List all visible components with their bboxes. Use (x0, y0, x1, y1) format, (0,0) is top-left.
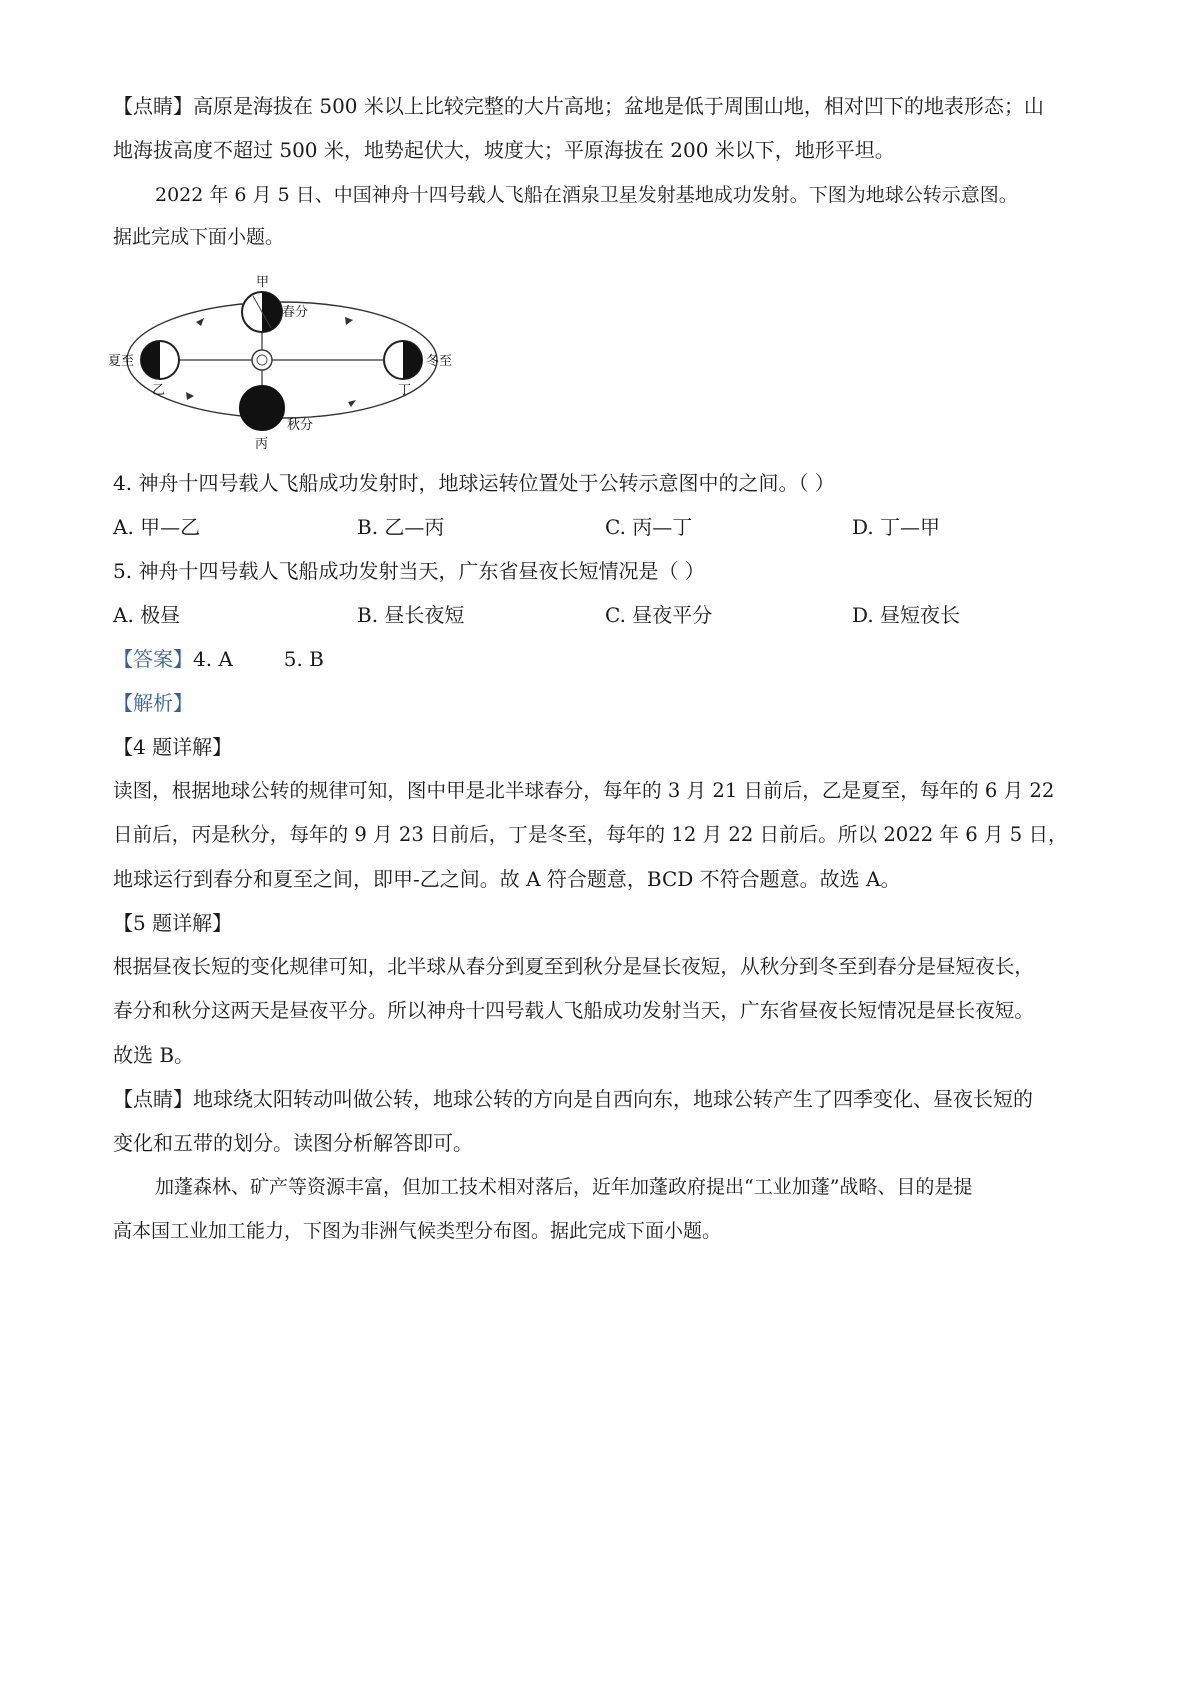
question-4-stem: 4. 神舟十四号载人飞船成功发射时，地球运转位置处于公转示意图中的之间。（ ） (113, 471, 835, 495)
question-5-option-a: A. 极昼 (113, 603, 181, 627)
detail-5-line-2: 春分和秋分这两天是昼夜平分。所以神舟十四号载人飞船成功发射当天，广东省昼夜长短情况是昼长夜短。 (113, 999, 1034, 1022)
detail-5-label: 【5 题详解】 (113, 911, 233, 935)
detail-5-line-1: 根据昼夜长短的变化规律可知，北半球从春分到夏至到秋分是昼长夜短，从秋分到冬至到春分是昼短夜长， (113, 955, 1034, 978)
label-bing: 丙 (255, 437, 269, 452)
detail-4-line-2: 日前后，丙是秋分，每年的 9 月 23 日前后，丁是冬至，每年的 12 月 22 日前后。所以 2022 年 6 月 5 日， (113, 823, 1068, 846)
intro-paragraph-line-1: 2022 年 6 月 5 日、中国神舟十四号载人飞船在酒泉卫星发射基地成功发射。下图为地球公转示意图。 (155, 184, 1018, 206)
question-5-stem: 5. 神舟十四号载人飞船成功发射当天，广东省昼夜长短情况是（ ） (113, 559, 705, 583)
detail-4-line-3: 地球运行到春分和夏至之间，即甲-乙之间。故 A 符合题意，BCD 不符合题意。故选 A。 (113, 867, 901, 891)
question-5-option-b: B. 昼长夜短 (357, 603, 465, 627)
label-spring: 春分 (282, 305, 309, 320)
question-4-option-d: D. 丁—甲 (852, 515, 941, 539)
answer-line (113, 644, 1103, 674)
detail-4-label: 【4 题详解】 (113, 735, 233, 759)
label-yi: 乙 (152, 383, 166, 398)
question-4-option-b: B. 乙—丙 (357, 515, 445, 539)
label-ding: 丁 (398, 383, 412, 398)
question-5-option-c: C. 昼夜平分 (605, 603, 713, 627)
sun-icon (252, 350, 272, 370)
note-2-line-1: 【点睛】地球绕太阳转动叫做公转，地球公转的方向是自西向东，地球公转产生了四季变化、昼夜长短的 (113, 1087, 1033, 1111)
answer-label: 【答案】 (113, 647, 193, 671)
label-jia: 甲 (256, 275, 270, 290)
intro-2-line-1: 加蓬森林、矿产等资源丰富，但加工技术相对落后，近年加蓬政府提出“工业加蓬”战略、目的是提 (155, 1176, 973, 1198)
detail-5-line-3: 故选 B。 (113, 1043, 195, 1067)
earth-revolution-diagram (108, 275, 455, 470)
note-2-line-2: 变化和五带的划分。读图分析解答即可。 (113, 1131, 473, 1155)
note-paragraph-line-1: 【点睛】高原是海拔在 500 米以上比较完整的大片高地；盆地是低于周围山地，相对凹下的地表形态；山 (113, 94, 1044, 118)
answer-text: 4. A 5. B (193, 647, 324, 671)
intro-2-line-2: 高本国工业加工能力，下图为非洲气候类型分布图。据此完成下面小题。 (113, 1220, 722, 1242)
label-summer: 夏至 (108, 354, 135, 369)
detail-4-line-1: 读图，根据地球公转的规律可知，图中甲是北半球春分，每年的 3 月 21 日前后，乙是夏至，每年的 6 月 22 (113, 779, 1055, 802)
question-5-option-d: D. 昼短夜长 (852, 603, 961, 627)
question-4-option-c: C. 丙—丁 (605, 515, 693, 539)
analysis-label: 【解析】 (113, 691, 193, 715)
label-autumn: 秋分 (287, 418, 314, 433)
note-paragraph-line-2: 地海拔高度不超过 500 米，地势起伏大，坡度大；平原海拔在 200 米以下，地形平坦。 (113, 138, 895, 162)
label-winter: 冬至 (426, 354, 453, 369)
intro-paragraph-line-2: 据此完成下面小题。 (113, 226, 285, 248)
earth-autumn-icon (240, 386, 284, 430)
question-4-option-a: A. 甲—乙 (113, 515, 201, 539)
